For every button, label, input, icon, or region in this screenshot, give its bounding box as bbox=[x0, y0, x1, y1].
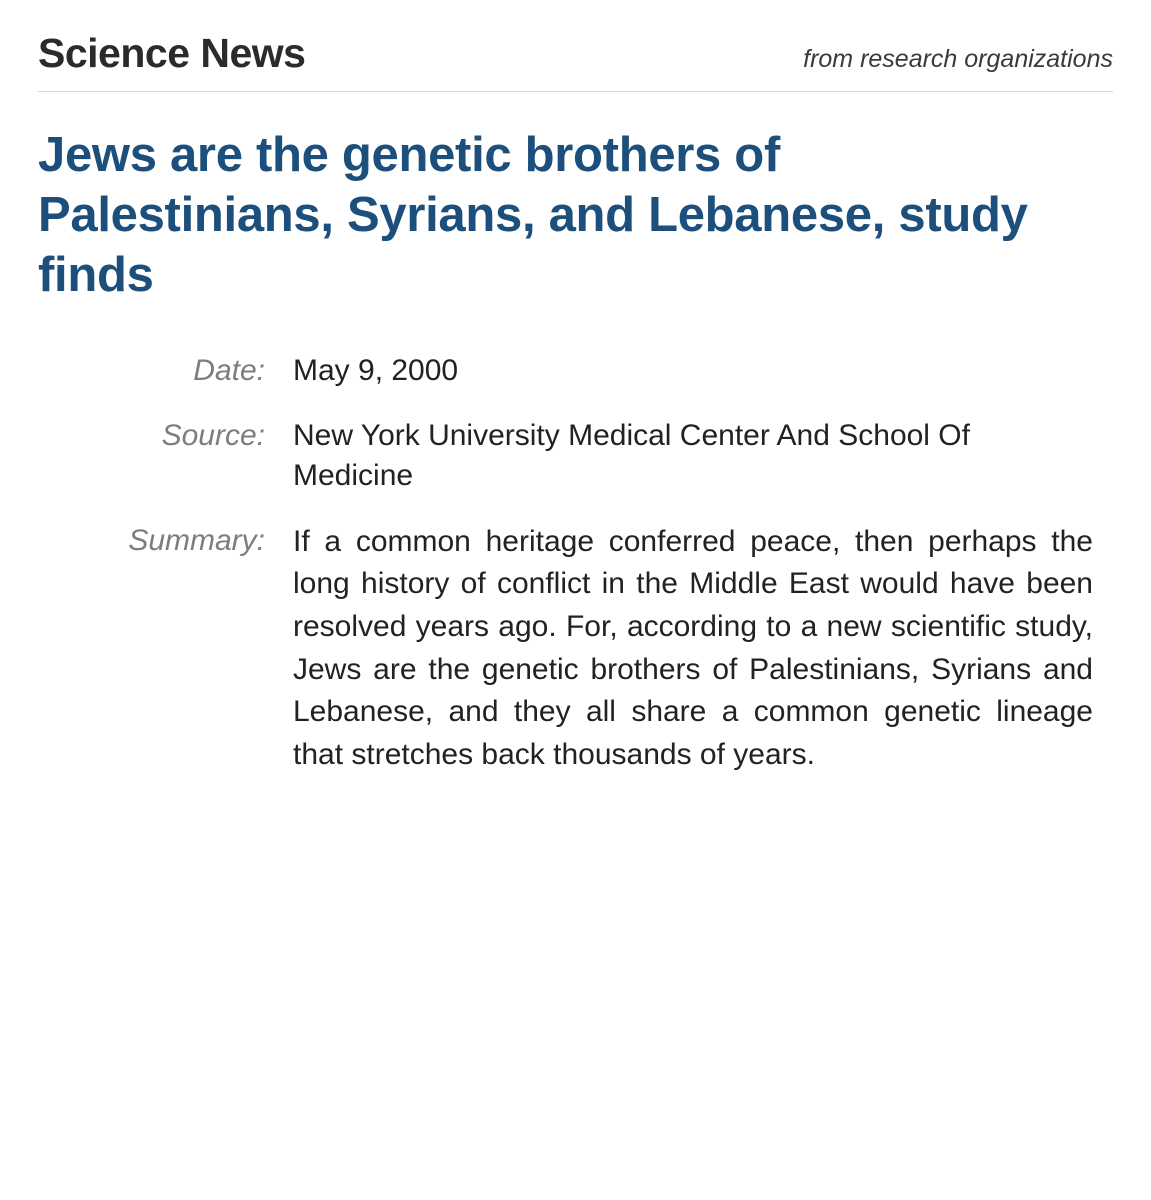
meta-value-date: May 9, 2000 bbox=[293, 354, 459, 388]
page-title: Jews are the genetic brothers of Palestinians, Syrians, and Lebanese, study finds bbox=[38, 128, 1028, 302]
masthead bbox=[38, 30, 1113, 91]
meta-value-summary: If a common heritage conferred peace, then perhaps the long history of conflict in the Middle East would have been resolved years ago. For, according to a new scientific study, Jews are the genetic brothers of Palestinians, Syrians and Lebanese, and they all share a common genetic lineage that stretches back thousands of years. bbox=[293, 524, 1093, 771]
meta-label-date: Date: bbox=[193, 354, 265, 388]
article-meta bbox=[68, 351, 1113, 776]
masthead-tagline: from research organizations bbox=[803, 45, 1113, 73]
masthead-divider bbox=[38, 91, 1113, 92]
meta-row-source bbox=[68, 416, 1113, 497]
site-brand: Science News bbox=[38, 30, 306, 76]
meta-row-summary bbox=[68, 521, 1113, 777]
meta-row-date bbox=[68, 351, 1113, 392]
meta-label-summary: Summary: bbox=[128, 523, 265, 557]
meta-value-source: New York University Medical Center And School Of Medicine bbox=[293, 418, 970, 493]
meta-label-source: Source: bbox=[161, 418, 265, 452]
